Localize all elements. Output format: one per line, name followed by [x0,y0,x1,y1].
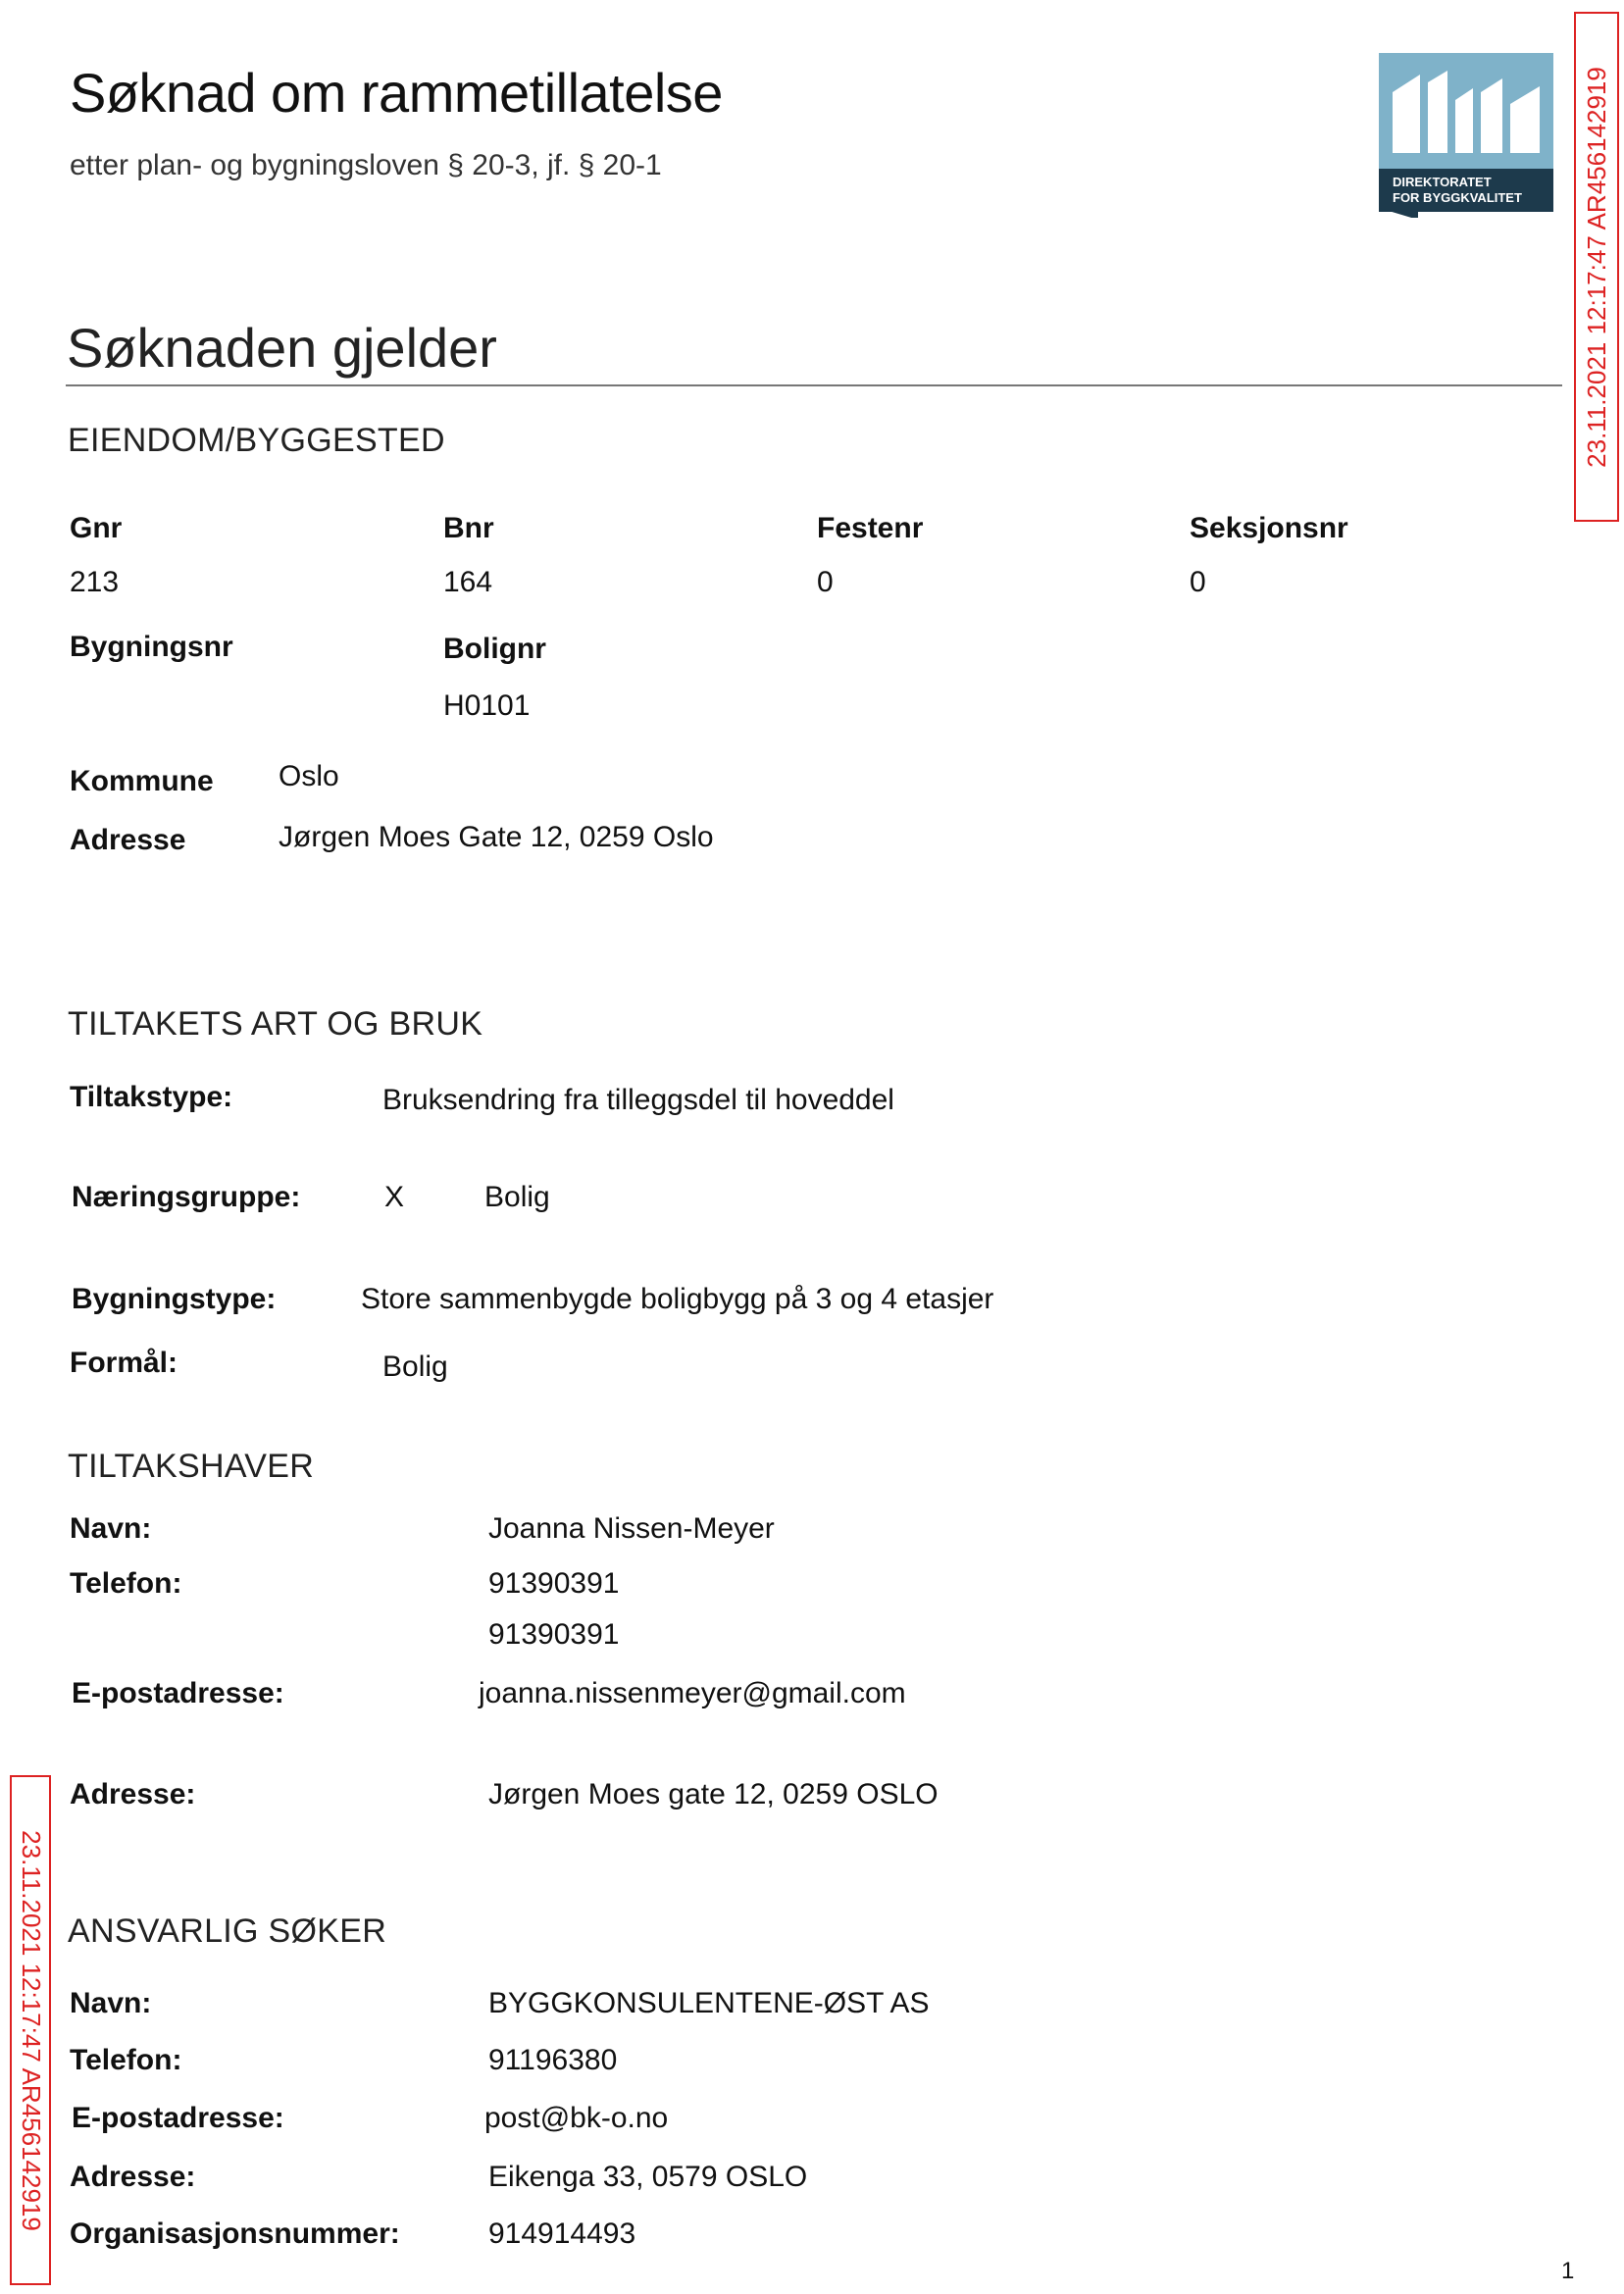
bygningstype-label: Bygningstype: [72,1283,277,1315]
bnr-label: Bnr [443,512,494,544]
ansvarlig-navn-value: BYGGKONSULENTENE-ØST AS [488,1987,930,2019]
section-title: Søknaden gjelder [67,317,497,379]
tiltakshaver-adresse-value: Jørgen Moes gate 12, 0259 OSLO [488,1778,939,1810]
tiltakshaver-epost-value: joanna.nissenmeyer@gmail.com [479,1677,906,1709]
tiltak-heading: TILTAKETS ART OG BRUK [68,1005,483,1043]
tiltakshaver-adresse-label: Adresse: [70,1778,196,1810]
document-subtitle: etter plan- og bygningsloven § 20-3, jf. § 20-1 [70,149,662,181]
archive-stamp-text: 23.11.2021 12:17:47 AR456142919 [16,1829,46,2231]
tiltakshaver-telefon-label: Telefon: [70,1567,182,1600]
gnr-value: 213 [70,566,120,598]
ansvarlig-telefon-label: Telefon: [70,2044,182,2076]
ansvarlig-adresse-value: Eikenga 33, 0579 OSLO [488,2161,808,2193]
festenr-label: Festenr [817,512,924,544]
ansvarlig-telefon-value: 91196380 [488,2044,618,2076]
tiltakshaver-epost-label: E-postadresse: [72,1677,284,1709]
ansvarlig-orgnr-label: Organisasjonsnummer: [70,2218,400,2250]
formal-label: Formål: [70,1347,178,1379]
kommune-value: Oslo [279,760,339,792]
adresse-label: Adresse [70,824,186,856]
ansvarlig-orgnr-value: 914914493 [488,2218,636,2250]
bygningsnr-label: Bygningsnr [70,631,233,663]
bolignr-label: Bolignr [443,633,546,665]
gnr-label: Gnr [70,512,123,544]
archive-stamp-bottom [10,1775,51,2285]
section-divider [66,384,1562,386]
ansvarlig-heading: ANSVARLIG SØKER [68,1912,387,1950]
dibk-logo [1379,53,1553,218]
eiendom-heading: EIENDOM/BYGGESTED [68,422,445,459]
ansvarlig-navn-label: Navn: [70,1987,152,2019]
adresse-value: Jørgen Moes Gate 12, 0259 Oslo [279,821,714,853]
bnr-value: 164 [443,566,493,598]
tiltakshaver-navn-label: Navn: [70,1512,152,1545]
page-number: 1 [1561,2258,1575,2284]
bolignr-value: H0101 [443,689,531,722]
naeringsgruppe-code: X [384,1181,405,1213]
festenr-value: 0 [817,566,834,598]
tiltakshaver-heading: TILTAKSHAVER [68,1448,315,1485]
formal-value: Bolig [382,1351,448,1383]
tiltakshaver-navn-value: Joanna Nissen-Meyer [488,1512,775,1545]
logo-text-line1: DIREKTORATET [1393,175,1492,189]
tiltakshaver-telefon-value-1: 91390391 [488,1567,620,1600]
kommune-label: Kommune [70,765,214,797]
archive-stamp-top [1574,12,1619,522]
document-title: Søknad om rammetillatelse [70,62,723,124]
seksjonsnr-value: 0 [1190,566,1206,598]
ansvarlig-adresse-label: Adresse: [70,2161,196,2193]
bygningstype-value: Store sammenbygde boligbygg på 3 og 4 etasjer [361,1283,994,1315]
tiltakshaver-telefon-value-2: 91390391 [488,1618,620,1651]
archive-stamp-text: 23.11.2021 12:17:47 AR456142919 [1581,66,1611,468]
ansvarlig-epost-value: post@bk-o.no [484,2102,669,2134]
ansvarlig-epost-label: E-postadresse: [72,2102,284,2134]
naeringsgruppe-value: Bolig [484,1181,550,1213]
logo-text-line2: FOR BYGGKVALITET [1393,190,1522,205]
tiltakstype-value: Bruksendring fra tilleggsdel til hoveddel [382,1084,894,1116]
seksjonsnr-label: Seksjonsnr [1190,512,1348,544]
naeringsgruppe-label: Næringsgruppe: [72,1181,301,1213]
tiltakstype-label: Tiltakstype: [70,1081,233,1113]
